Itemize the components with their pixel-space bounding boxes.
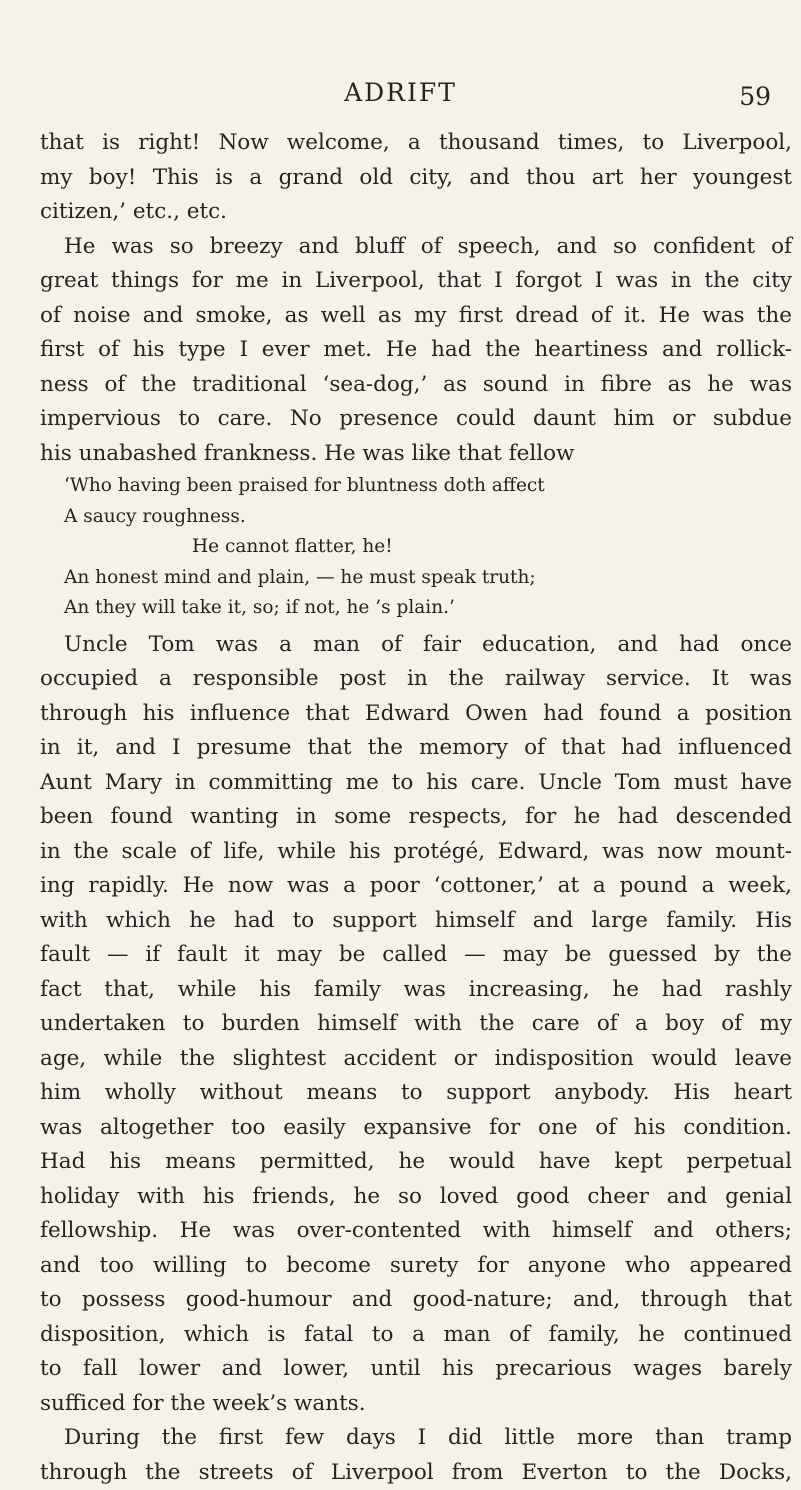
text-line: holiday with his friends, he so loved good cheer and genial [40, 1180, 792, 1215]
text-line: that is right! Now welcome, a thousand times, to Liverpool, [40, 126, 792, 161]
text-line: fact that, while his family was increasing, he had rashly [40, 973, 792, 1008]
paragraph [40, 126, 792, 230]
text-line: Aunt Mary in committing me to his care. Uncle Tom must have [40, 766, 792, 801]
text-line: occupied a responsible post in the railway service. It was [40, 662, 792, 697]
text-line: was altogether too easily expansive for one of his condition. [40, 1111, 792, 1146]
text-line: him wholly without means to support anybody. His heart [40, 1076, 792, 1111]
block-quote [40, 471, 792, 624]
text-line: through the streets of Liverpool from Everton to the Docks, [40, 1456, 792, 1490]
text-line: Had his means permitted, he would have kept perpetual [40, 1145, 792, 1180]
text-line: in the scale of life, while his protégé, Edward, was now mount- [40, 835, 792, 870]
quote-line: He cannot flatter, he! [40, 532, 792, 563]
text-line: with which he had to support himself and large family. His [40, 904, 792, 939]
text-line: Uncle Tom was a man of fair education, and had once [40, 628, 792, 663]
paragraph [40, 628, 792, 1422]
text-line: to possess good-humour and good-nature; and, through that [40, 1283, 792, 1318]
text-line: He was so breezy and bluff of speech, and so confident of [40, 230, 792, 265]
text-line: ness of the traditional ‘sea-dog,’ as sound in fibre as he was [40, 368, 792, 403]
paragraph [40, 1421, 792, 1490]
text-line: his unabashed frankness. He was like that fellow [40, 437, 792, 472]
text-line: my boy! This is a grand old city, and thou art her youngest [40, 161, 792, 196]
text-line: of noise and smoke, as well as my first dread of it. He was the [40, 299, 792, 334]
quote-line: ‘Who having been praised for bluntness doth affect [40, 471, 792, 502]
text-line: age, while the slightest accident or indisposition would leave [40, 1042, 792, 1077]
text-line: to fall lower and lower, until his precarious wages barely [40, 1352, 792, 1387]
text-line: through his influence that Edward Owen had found a position [40, 697, 792, 732]
text-line: impervious to care. No presence could daunt him or subdue [40, 402, 792, 437]
text-line: ing rapidly. He now was a poor ‘cottoner,’ at a pound a week, [40, 869, 792, 904]
quote-line: A saucy roughness. [40, 502, 792, 533]
text-line: in it, and I presume that the memory of that had influenced [40, 731, 792, 766]
text-line: undertaken to burden himself with the care of a boy of my [40, 1007, 792, 1042]
text-line: fellowship. He was over-contented with himself and others; [40, 1214, 792, 1249]
text-line: great things for me in Liverpool, that I forgot I was in the city [40, 264, 792, 299]
text-line: disposition, which is fatal to a man of family, he continued [40, 1318, 792, 1353]
text-line: fault — if fault it may be called — may be guessed by the [40, 938, 792, 973]
running-title: ADRIFT [0, 78, 801, 107]
text-line: During the first few days I did little more than tramp [40, 1421, 792, 1456]
running-head [0, 78, 801, 114]
text-line: and too willing to become surety for anyone who appeared [40, 1249, 792, 1284]
paragraph [40, 230, 792, 472]
text-line: been found wanting in some respects, for he had descended [40, 800, 792, 835]
quote-line: An they will take it, so; if not, he ’s plain.’ [40, 593, 792, 624]
text-line: citizen,’ etc., etc. [40, 195, 792, 230]
text-line: first of his type I ever met. He had the heartiness and rollick- [40, 333, 792, 368]
page-number: 59 [739, 82, 771, 111]
text-line: sufficed for the week’s wants. [40, 1387, 792, 1422]
quote-line: An honest mind and plain, — he must speak truth; [40, 563, 792, 594]
body-text [40, 126, 792, 1490]
